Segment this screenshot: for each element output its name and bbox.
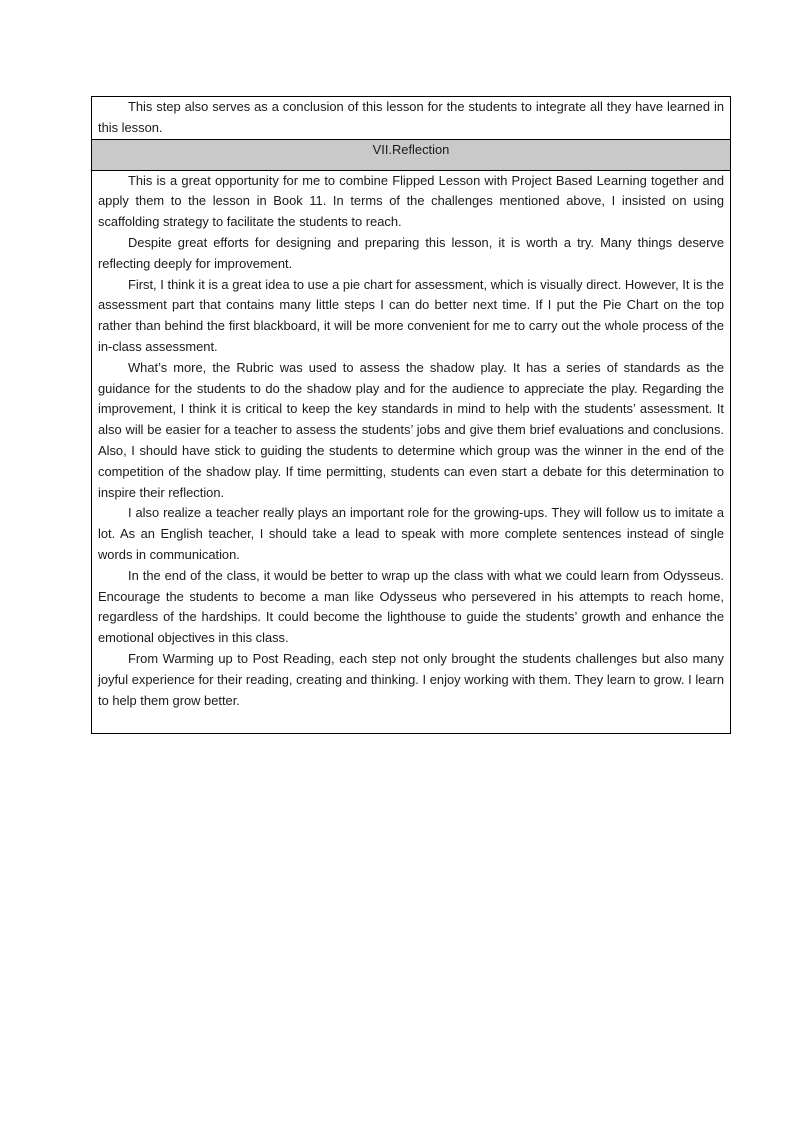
conclusion-paragraph: This step also serves as a conclusion of this lesson for the students to integrate all they have learned in this lesson.	[98, 99, 724, 135]
reflection-paragraph: This is a great opportunity for me to combine Flipped Lesson with Project Based Learning together and apply them to the lesson in Book 11. In terms of the challenges mentioned above, I insisted on using scaffolding strategy to facilitate the students to reach.	[98, 172, 724, 230]
conclusion-cell	[92, 97, 731, 140]
section-title: VII.Reflection	[372, 141, 450, 157]
table-row	[92, 97, 731, 140]
reflection-paragraph: First, I think it is a great idea to use a pie chart for assessment, which is visually direct. However, It is the assessment part that contains many little steps I can do better next time. If I put the Pie Chart on the top rather than behind the first blackboard, it will be more convenient for me to carry out the whole process of the in-class assessment.	[98, 276, 724, 354]
reflection-paragraph: I also realize a teacher really plays an important role for the growing-ups. They will follow us to imitate a lot. As an English teacher, I should take a lead to speak with more complete sentences instead of single words in communication.	[98, 505, 724, 562]
lesson-plan-table	[91, 96, 731, 734]
table-row	[92, 139, 731, 170]
reflection-paragraph: From Warming up to Post Reading, each step not only brought the students challenges but also many joyful experience for their reading, creating and thinking. I enjoy working with them. They learn to grow. I learn to help them grow better.	[98, 650, 724, 708]
reflection-paragraph: What’s more, the Rubric was used to assess the shadow play. It has a series of standards as the guidance for the students to do the shadow play and for the audience to appreciate the play. Regarding the improvement, I think it is critical to keep the key standards in mind to help with the students’ assessment. It also will be easier for a teacher to assess the students’ jobs and give them brief evaluations and conclusions. Also, I should have stick to guiding the students to determine which group was the winner in the end of the competition of the shadow play. If time permitting, students can even start a debate for this determination to inspire their reflection.	[98, 359, 724, 500]
table-row	[92, 170, 731, 733]
reflection-paragraph: Despite great efforts for designing and preparing this lesson, it is worth a try. Many things deserve reflecting deeply for improvement.	[98, 234, 724, 271]
section-header-cell	[92, 139, 731, 170]
reflection-paragraph: In the end of the class, it would be better to wrap up the class with what we could learn from Odysseus. Encourage the students to become a man like Odysseus who persevered in his attempts to reach home, regardless of the hardships. It could become the lighthouse to guide the students’ growth and enhance the emotional objectives in this class.	[98, 567, 724, 646]
reflection-body-cell	[92, 170, 731, 733]
